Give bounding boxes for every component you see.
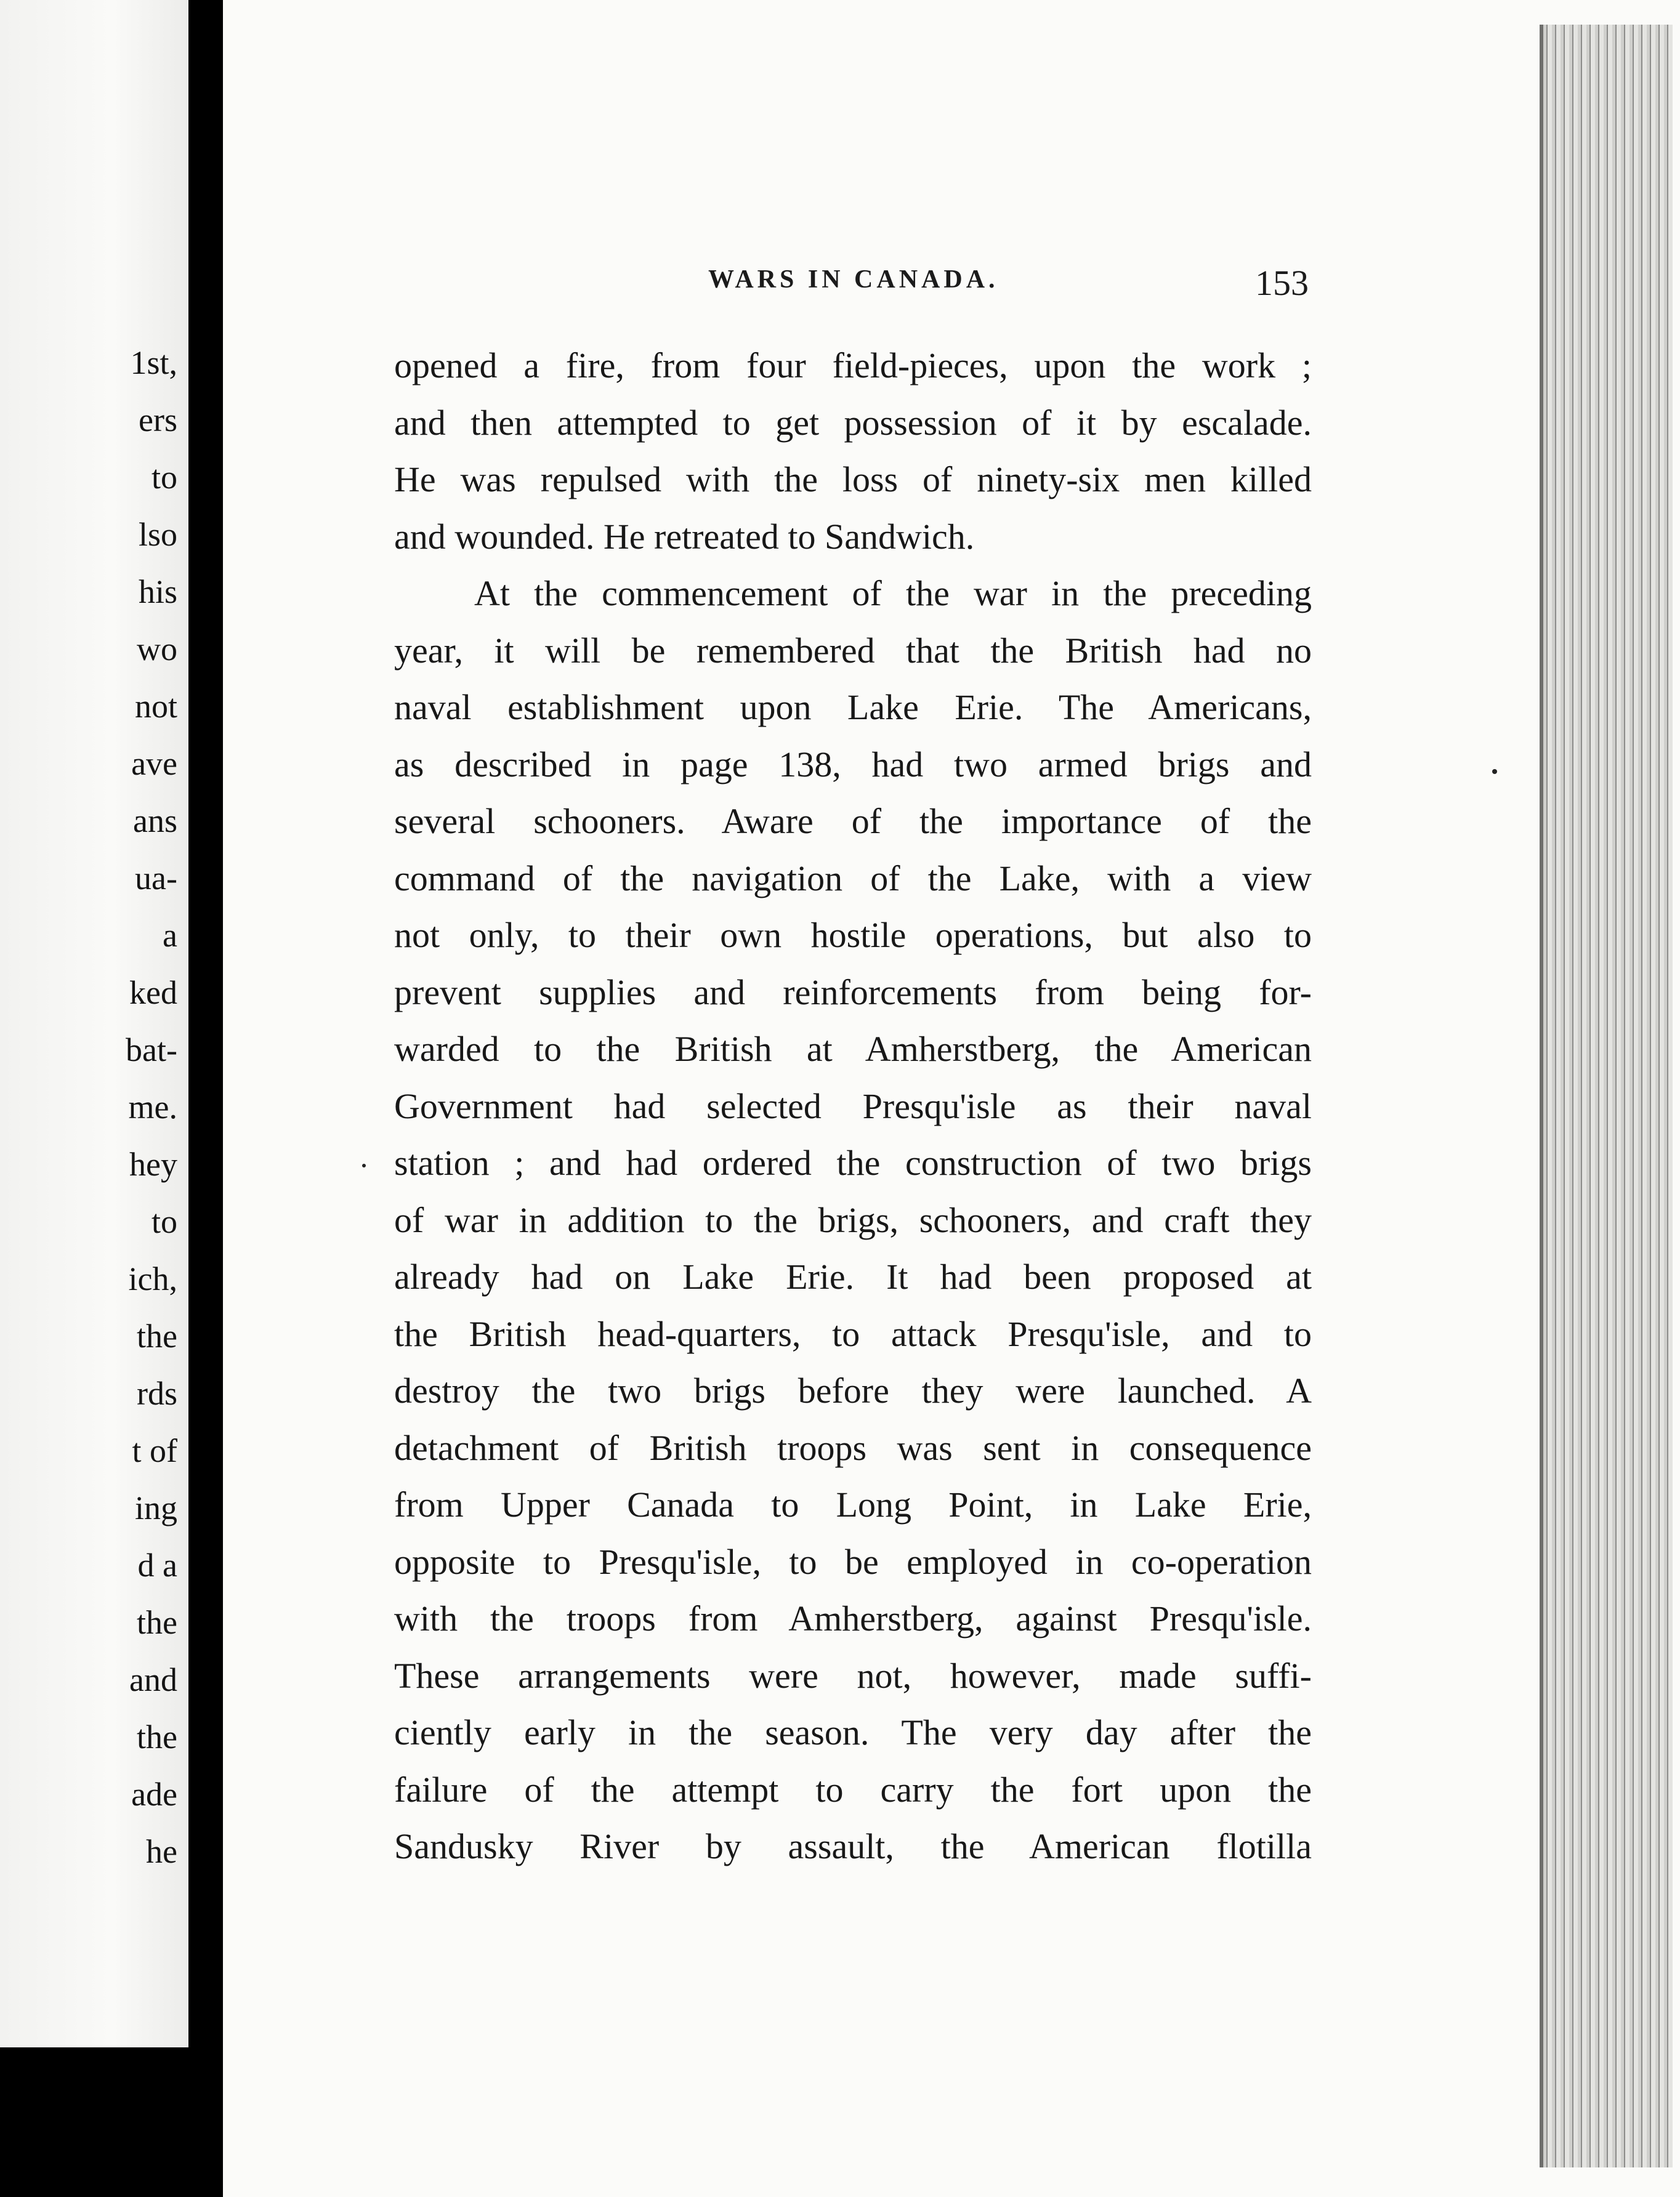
left-page-fragment: and <box>129 1661 177 1698</box>
text-line: command of the navigation of the Lake, with a view <box>394 858 1312 898</box>
left-page-fragment: ked <box>129 974 177 1011</box>
left-page-fragment: ans <box>133 802 177 839</box>
text-line: He was repulsed with the loss of ninety-six men killed <box>394 459 1312 499</box>
left-page-fragment: the <box>137 1318 177 1355</box>
book-gutter <box>188 0 223 2197</box>
text-line: already had on Lake Erie. It had been proposed at <box>394 1257 1312 1297</box>
left-page-fragment: 1st, <box>130 344 177 381</box>
left-page-fragment: to <box>151 1203 177 1240</box>
text-line: detachment of British troops was sent in consequence <box>394 1427 1312 1468</box>
text-line: opened a fire, from four field-pieces, upon the work ; <box>394 345 1312 385</box>
text-line: Sandusky River by assault, the American flotilla <box>394 1826 1312 1866</box>
body-text <box>394 337 1312 1876</box>
running-head: WARS IN CANADA. <box>708 265 999 294</box>
text-line: with the troops from Amherstberg, against Presqu'isle. <box>394 1598 1312 1639</box>
text-line: and wounded. He retreated to Sandwich. <box>394 516 975 557</box>
left-page-fragment: ing <box>134 1490 177 1526</box>
text-line: At the commencement of the war in the preceding <box>474 573 1312 613</box>
text-line: as described in page 138, had two armed brigs and <box>394 744 1312 784</box>
left-page <box>0 0 188 2047</box>
text-line: destroy the two brigs before they were launched. A <box>394 1371 1312 1411</box>
text-line: These arrangements were not, however, made suffi- <box>394 1655 1312 1696</box>
text-line: prevent supplies and reinforcements from being for- <box>394 972 1312 1012</box>
text-line: the British head-quarters, to attack Presqu'isle, and to <box>394 1313 1312 1354</box>
scan-speck <box>1492 769 1497 774</box>
text-line: of war in addition to the brigs, schooners, and craft they <box>394 1199 1312 1240</box>
text-line: opposite to Presqu'isle, to be employed in co-operation <box>394 1541 1312 1582</box>
text-line: year, it will be remembered that the British had no <box>394 630 1312 671</box>
left-page-fragment: ers <box>139 401 177 438</box>
left-page-fragment: wo <box>137 631 177 667</box>
page-number: 153 <box>1255 263 1309 303</box>
scan-speck <box>362 1164 366 1167</box>
text-line: failure of the attempt to carry the fort upon the <box>394 1769 1312 1810</box>
left-page-fragment: ich, <box>128 1260 177 1297</box>
left-page-fragment: me. <box>128 1089 177 1126</box>
left-page-fragment: the <box>137 1604 177 1641</box>
scan-background <box>0 2047 188 2197</box>
text-line: and then attempted to get possession of it by escalade. <box>394 402 1312 443</box>
text-line: Government had selected Presqu'isle as their naval <box>394 1086 1312 1126</box>
page-edges <box>1540 25 1673 2167</box>
text-line: ciently early in the season. The very day after the <box>394 1712 1312 1752</box>
left-page-fragment: hey <box>129 1146 177 1183</box>
left-page-fragment: to <box>151 459 177 496</box>
text-line: from Upper Canada to Long Point, in Lake Erie, <box>394 1485 1312 1525</box>
left-page-fragment: bat- <box>126 1031 177 1068</box>
left-page-fragment: ave <box>131 745 177 782</box>
text-line: naval establishment upon Lake Erie. The Americans, <box>394 687 1312 727</box>
left-page-fragment: ua- <box>135 860 177 897</box>
left-page-fragment: t of <box>132 1432 177 1469</box>
text-line: not only, to their own hostile operations, but also to <box>394 915 1312 955</box>
left-page-fragment: rds <box>137 1375 177 1412</box>
left-page-fragment: the <box>137 1719 177 1756</box>
left-page-fragment: lso <box>138 516 177 553</box>
left-page-fragment: ade <box>131 1776 177 1813</box>
text-line: warded to the British at Amherstberg, the American <box>394 1029 1312 1069</box>
left-page-fragment: a <box>163 917 177 954</box>
left-page-fragment: he <box>146 1833 177 1870</box>
text-line: station ; and had ordered the construction of two brigs <box>394 1143 1312 1183</box>
left-page-fragment: d a <box>137 1547 177 1584</box>
left-page-fragment: not <box>134 688 177 725</box>
left-page-fragment: his <box>138 573 177 610</box>
text-line: several schooners. Aware of the importance of the <box>394 801 1312 841</box>
